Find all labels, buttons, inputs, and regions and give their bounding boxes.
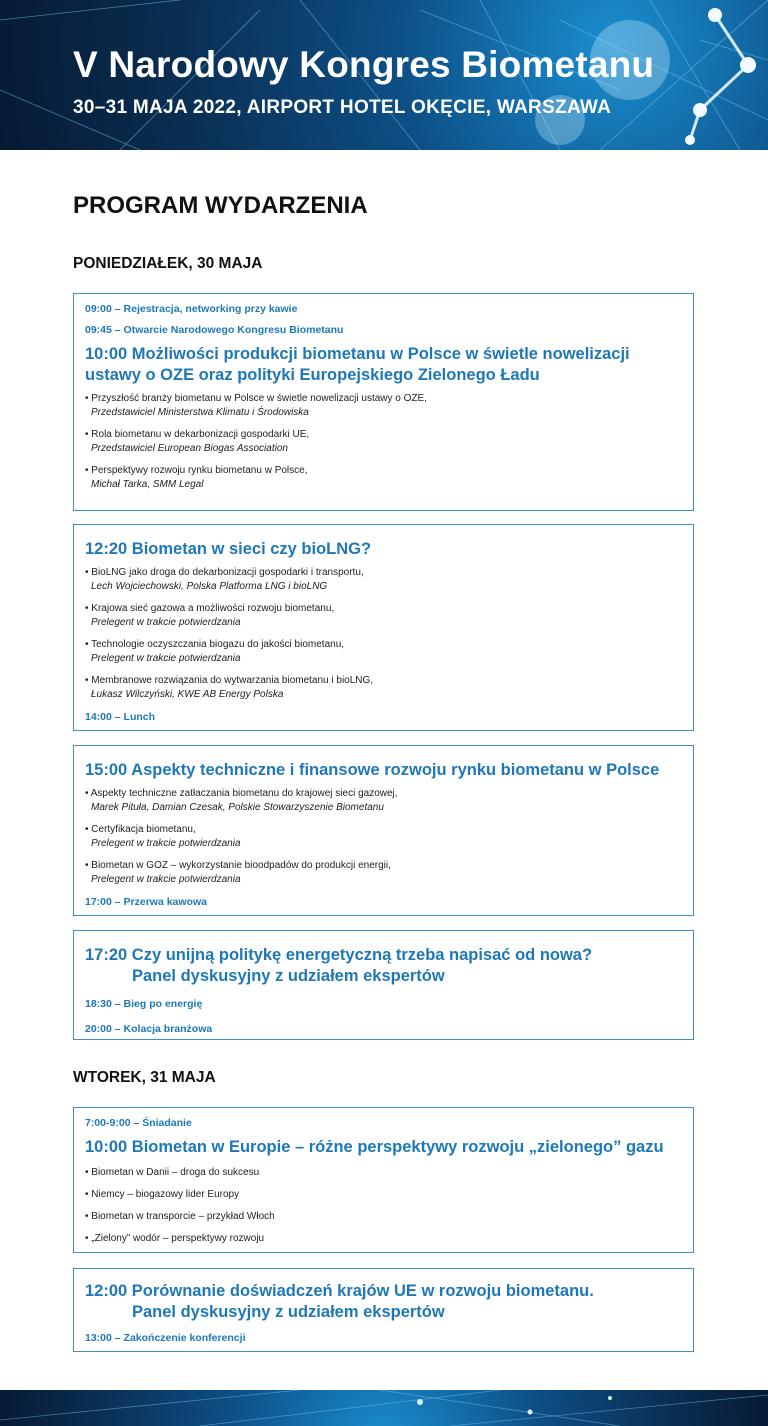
session-box bbox=[73, 293, 694, 511]
session-title-line: 10:00 Biometan w Europie – różne perspektywy rozwoju „zielonego” gazu bbox=[85, 1138, 664, 1156]
agenda-item-text: • Technologie oczyszczania biogazu do jakości biometanu, bbox=[85, 639, 345, 650]
agenda-item-text: • Krajowa sieć gazowa a możliwości rozwoju biometanu, bbox=[85, 603, 335, 614]
agenda-item bbox=[85, 392, 682, 420]
session-title-line: 10:00 Możliwości produkcji biometanu w Polsce w świetle nowelizacji bbox=[85, 345, 630, 363]
schedule-note: 20:00 – Kolacja branżowa bbox=[85, 1023, 213, 1035]
schedule-note: 13:00 – Zakończenie konferencji bbox=[85, 1332, 246, 1344]
agenda-item-text: • Biometan w transporcie – przykład Włoch bbox=[85, 1211, 275, 1222]
agenda-item bbox=[85, 823, 682, 851]
agenda-item-text: • Biometan w GOZ – wykorzystanie bioodpadów do produkcji energii, bbox=[85, 860, 391, 871]
agenda-item-speaker: Przedstawiciel European Biogas Association bbox=[91, 443, 288, 454]
schedule-note: 18:30 – Bieg po energię bbox=[85, 998, 203, 1010]
agenda-item bbox=[85, 1166, 682, 1180]
schedule-note: 7:00-9:00 – Śniadanie bbox=[85, 1117, 192, 1129]
network-pattern-graphic bbox=[0, 1390, 768, 1426]
agenda-item bbox=[85, 1210, 682, 1224]
session-title-line: Panel dyskusyjny z udziałem ekspertów bbox=[132, 1303, 445, 1321]
session-box bbox=[73, 930, 694, 1040]
agenda-item-speaker: Łukasz Wilczyński, KWE AB Energy Polska bbox=[91, 689, 284, 700]
event-subtitle: 30–31 MAJA 2022, AIRPORT HOTEL OKĘCIE, WARSZAWA bbox=[73, 97, 612, 118]
header-banner bbox=[0, 0, 768, 150]
session-box bbox=[73, 524, 694, 731]
agenda-item-speaker: Przedstawiciel Ministerstwa Klimatu i Środowiska bbox=[91, 407, 309, 418]
agenda-item bbox=[85, 464, 682, 492]
day-title-tuesday: WTOREK, 31 MAJA bbox=[73, 1069, 216, 1086]
schedule-note: 14:00 – Lunch bbox=[85, 711, 156, 723]
agenda-item-text: • Rola biometanu w dekarbonizacji gospodarki UE, bbox=[85, 429, 310, 440]
day-title-monday: PONIEDZIAŁEK, 30 MAJA bbox=[73, 255, 263, 272]
agenda-item-text: • Aspekty techniczne zatłaczania biometanu do krajowej sieci gazowej, bbox=[85, 788, 398, 799]
schedule-note: 09:00 – Rejestracja, networking przy kawie bbox=[85, 303, 298, 315]
agenda-item bbox=[85, 1188, 682, 1202]
agenda-item-text: • „Zielony” wodór – perspektywy rozwoju bbox=[85, 1233, 265, 1244]
agenda-item-text: • Perspektywy rozwoju rynku biometanu w Polsce, bbox=[85, 465, 308, 476]
footer-banner bbox=[0, 1390, 768, 1426]
agenda-item-speaker: Prelegent w trakcie potwierdzania bbox=[91, 653, 241, 664]
session-title bbox=[85, 344, 682, 386]
agenda-item bbox=[85, 428, 682, 456]
agenda-item bbox=[85, 566, 682, 594]
agenda-item-speaker: Prelegent w trakcie potwierdzania bbox=[91, 874, 241, 885]
session-box bbox=[73, 1107, 694, 1253]
agenda-item-text: • BioLNG jako droga do dekarbonizacji gospodarki i transportu, bbox=[85, 567, 364, 578]
program-title: PROGRAM WYDARZENIA bbox=[73, 192, 368, 219]
session-title-line: 12:20 Biometan w sieci czy bioLNG? bbox=[85, 540, 372, 558]
agenda-item-speaker: Lech Wojciechowski, Polska Platforma LNG i bioLNG bbox=[91, 581, 328, 592]
session-box bbox=[73, 1268, 694, 1352]
session-title bbox=[85, 760, 682, 781]
agenda-item bbox=[85, 638, 682, 666]
session-title-line: Panel dyskusyjny z udziałem ekspertów bbox=[132, 967, 445, 985]
agenda-item-speaker: Prelegent w trakcie potwierdzania bbox=[91, 838, 241, 849]
session-title bbox=[85, 539, 682, 560]
agenda-item-speaker: Marek Pituła, Damian Czesak, Polskie Stowarzyszenie Biometanu bbox=[91, 802, 384, 813]
session-title-line: ustawy o OZE oraz polityki Europejskiego Zielonego Ładu bbox=[85, 366, 540, 384]
session-title-line: 15:00 Aspekty techniczne i finansowe rozwoju rynku biometanu w Polsce bbox=[85, 761, 660, 779]
agenda-item bbox=[85, 859, 682, 887]
session-box bbox=[73, 745, 694, 916]
agenda-item bbox=[85, 787, 682, 815]
agenda-item-text: • Biometan w Danii – droga do sukcesu bbox=[85, 1167, 260, 1178]
agenda-item bbox=[85, 1232, 682, 1246]
agenda-item-speaker: Michał Tarka, SMM Legal bbox=[91, 479, 204, 490]
schedule-note: 09:45 – Otwarcie Narodowego Kongresu Biometanu bbox=[85, 324, 344, 336]
schedule-note: 17:00 – Przerwa kawowa bbox=[85, 896, 207, 908]
agenda-item-speaker: Prelegent w trakcie potwierdzania bbox=[91, 617, 241, 628]
agenda-item-text: • Membranowe rozwiązania do wytwarzania biometanu i bioLNG, bbox=[85, 675, 374, 686]
session-title bbox=[85, 945, 682, 987]
session-title-line: 17:20 Czy unijną politykę energetyczną trzeba napisać od nowa? bbox=[85, 946, 593, 964]
agenda-item-text: • Certyfikacja biometanu, bbox=[85, 824, 196, 835]
session-title bbox=[85, 1281, 682, 1323]
agenda-item-text: • Przyszłość branży biometanu w Polsce w świetle nowelizacji ustawy o OZE, bbox=[85, 393, 427, 404]
session-title bbox=[85, 1137, 682, 1158]
session-title-line: 12:00 Porównanie doświadczeń krajów UE w rozwoju biometanu. bbox=[85, 1282, 594, 1300]
agenda-item-text: • Niemcy – biogazowy lider Europy bbox=[85, 1189, 240, 1200]
agenda-item bbox=[85, 602, 682, 630]
event-title: V Narodowy Kongres Biometanu bbox=[73, 44, 655, 85]
agenda-item bbox=[85, 674, 682, 702]
